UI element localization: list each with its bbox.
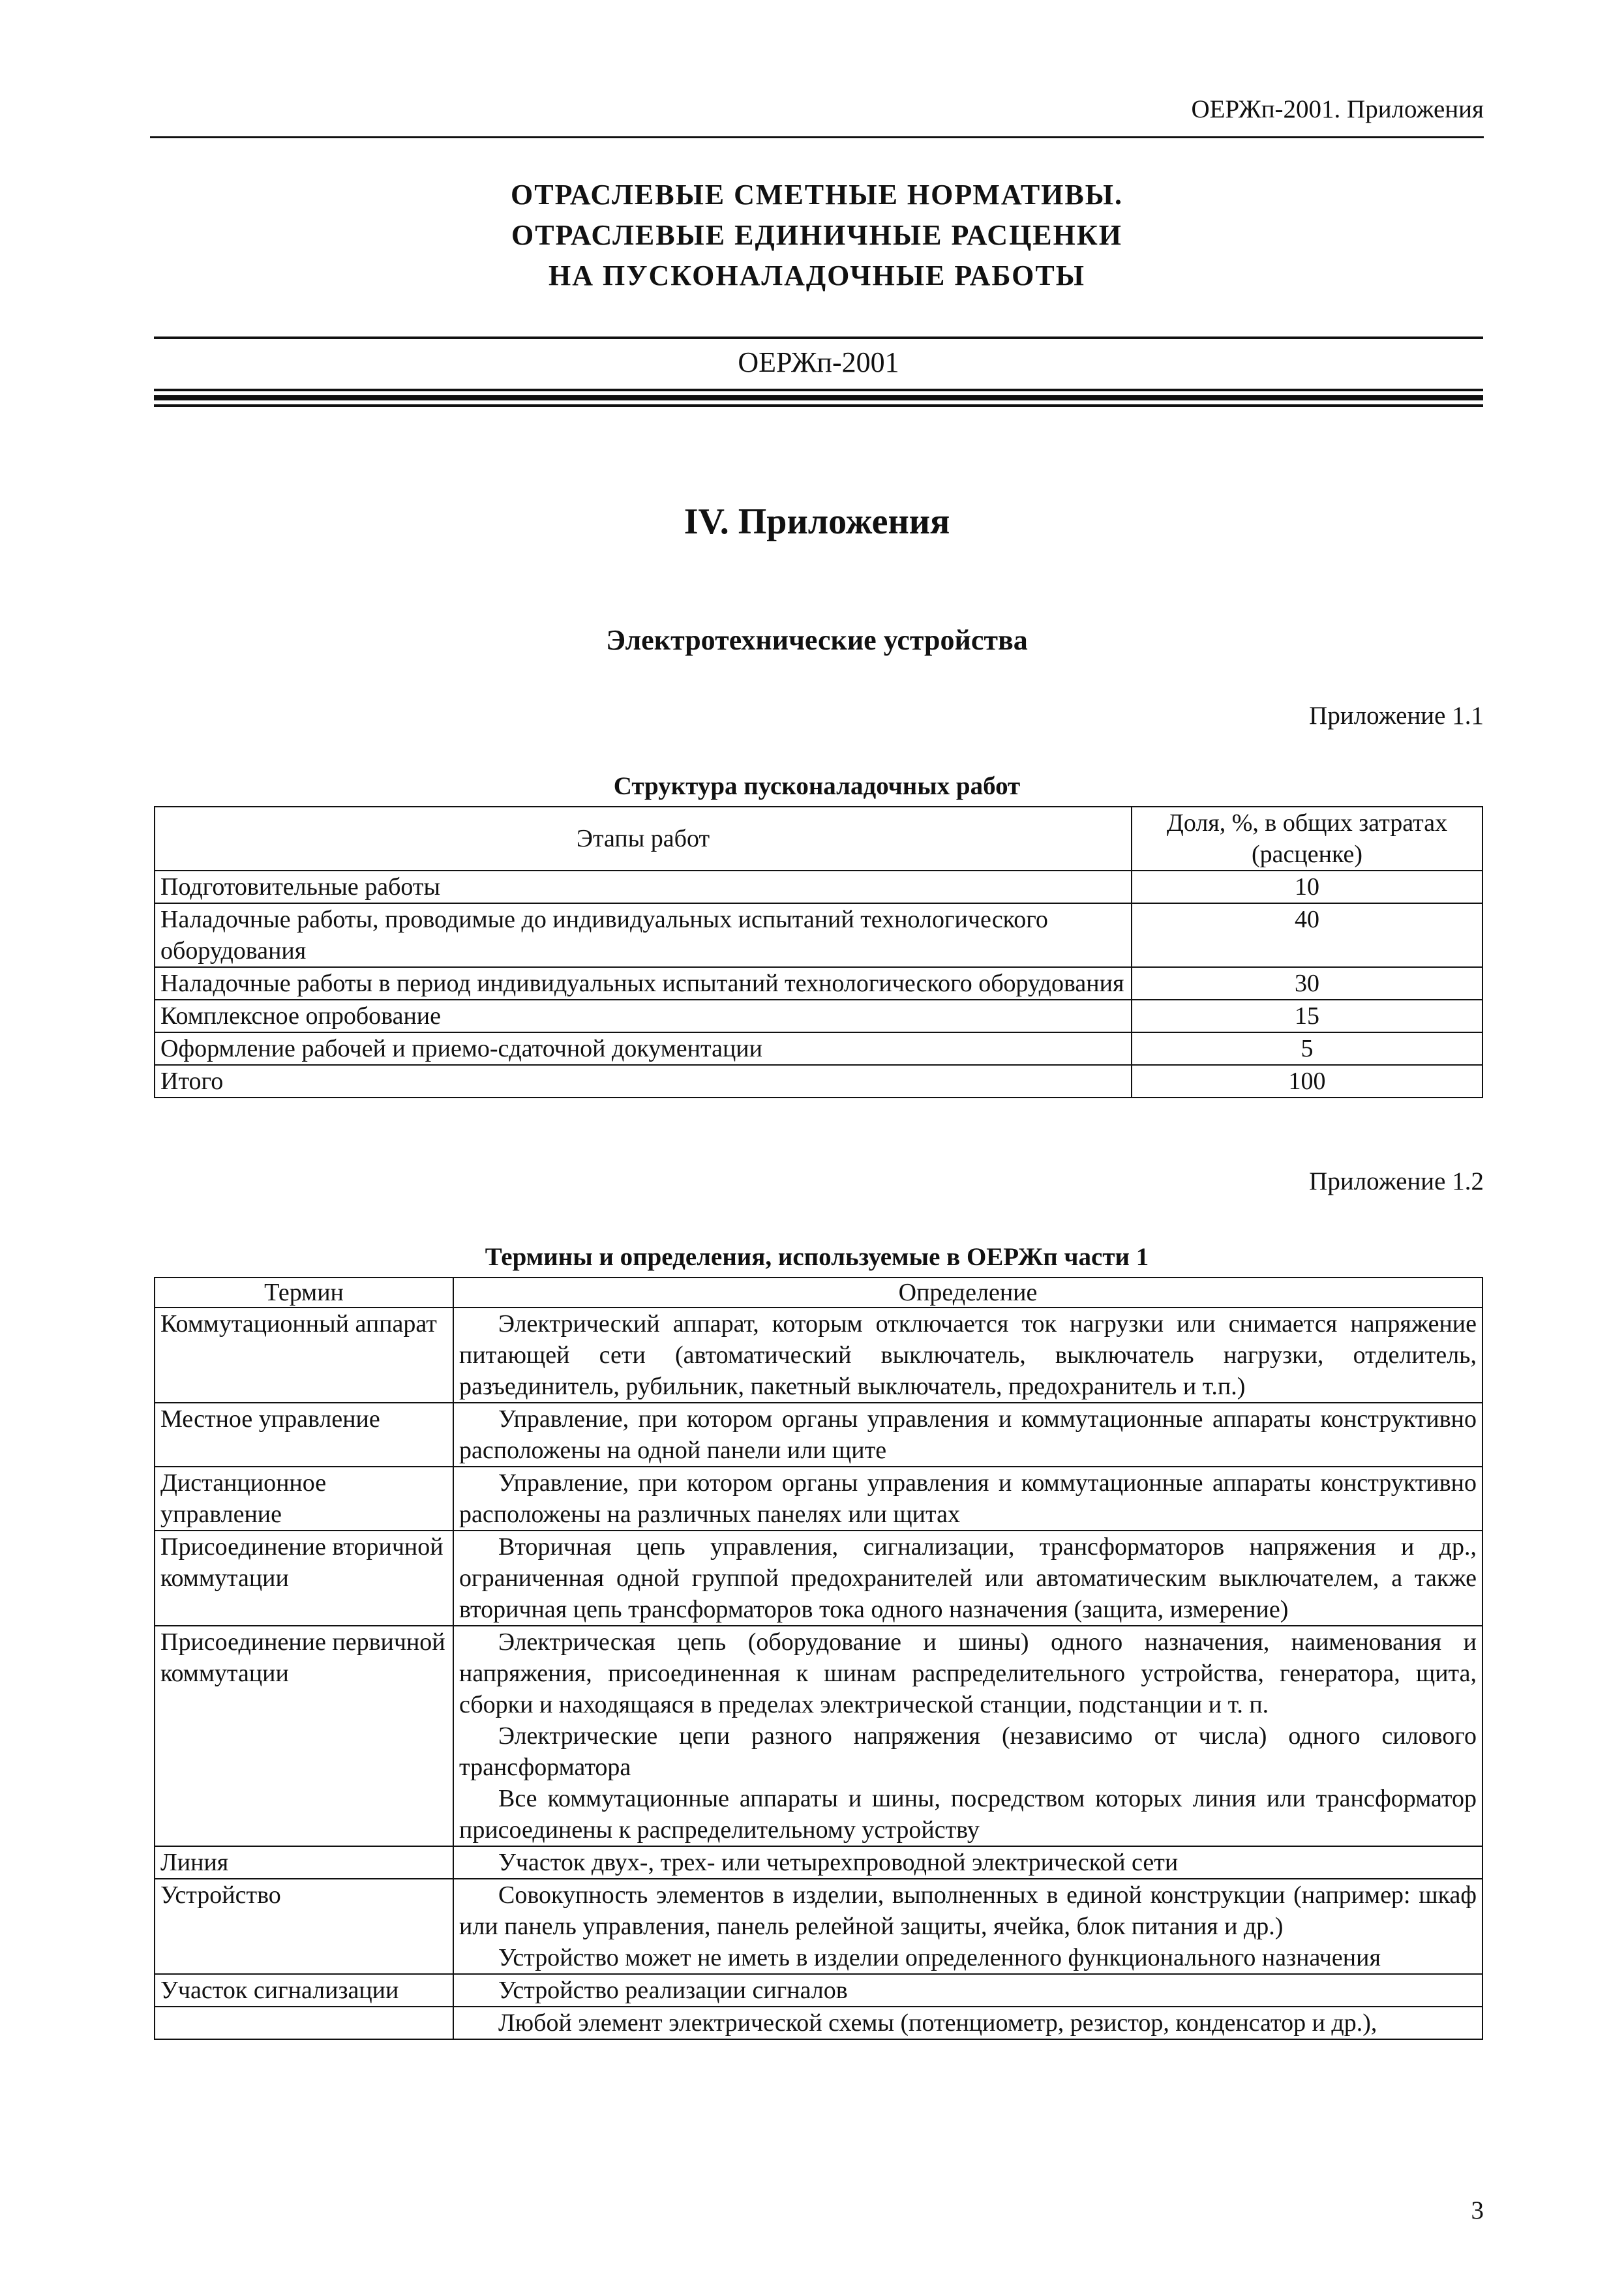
term-cell: Присоединение вторичной коммутации (155, 1531, 453, 1626)
column-header: Доля, %, в общих затратах (расценке) (1132, 807, 1482, 871)
document-title (150, 175, 1484, 296)
table-row (155, 903, 1482, 967)
stage-cell: Наладочные работы, проводимые до индивидуальных испытаний технологического оборудования (155, 903, 1132, 967)
appendix-1-caption: Структура пусконаладочных работ (613, 772, 1021, 800)
column-header: Этапы работ (155, 807, 1132, 871)
title-line-3: НА ПУСКОНАЛАДОЧНЫЕ РАБОТЫ (549, 260, 1085, 292)
table-row (155, 1846, 1482, 1879)
document-code: ОЕРЖп-2001 (738, 346, 899, 378)
definition-cell (453, 1974, 1482, 2007)
divider (154, 404, 1483, 407)
share-cell: 30 (1132, 967, 1482, 1000)
definition-paragraph: Вторичная цепь управления, сигнализации, трансформаторов напряжения и др., ограниченная одной группой предохранителей или автоматическим выключателем, а также вторичная цепь трансформаторов тока одного назначения (защита, измерение) (459, 1533, 1477, 1623)
table-row (155, 1032, 1482, 1065)
share-cell: 40 (1132, 903, 1482, 967)
table-header-row (155, 807, 1482, 871)
term-cell: Местное управление (155, 1403, 453, 1467)
share-cell: 15 (1132, 1000, 1482, 1032)
term-cell: Коммутационный аппарат (155, 1308, 453, 1403)
table-header-row (155, 1278, 1482, 1308)
table-row (155, 1879, 1482, 1974)
definition-cell (453, 1879, 1482, 1974)
table-row (155, 1308, 1482, 1403)
page-number: 3 (1471, 2196, 1484, 2224)
stage-cell: Оформление рабочей и приемо-сдаточной документации (155, 1032, 1132, 1065)
definition-paragraph: Устройство может не иметь в изделии определенного функционального назначения (498, 1944, 1381, 1971)
section-title: IV. Приложения (684, 501, 950, 542)
table-row (155, 2007, 1482, 2039)
terms-table (154, 1277, 1483, 2040)
definition-cell (453, 1467, 1482, 1531)
table-row (155, 1467, 1482, 1531)
stage-cell: Комплексное опробование (155, 1000, 1132, 1032)
definition-cell (453, 1403, 1482, 1467)
divider (154, 389, 1483, 391)
column-header: Термин (155, 1278, 453, 1308)
divider (154, 395, 1483, 400)
table-row (155, 1531, 1482, 1626)
term-cell: Участок сигнализации (155, 1974, 453, 2007)
divider (154, 337, 1483, 339)
definition-paragraph: Участок двух-, трех- или четырехпроводной электрической сети (498, 1849, 1179, 1876)
appendix-1-label: Приложение 1.1 (1309, 702, 1484, 730)
stage-cell: Подготовительные работы (155, 871, 1132, 903)
share-cell: 100 (1132, 1065, 1482, 1098)
title-line-1: ОТРАСЛЕВЫЕ СМЕТНЫЕ НОРМАТИВЫ. (511, 179, 1123, 211)
title-line-2: ОТРАСЛЕВЫЕ ЕДИНИЧНЫЕ РАСЦЕНКИ (511, 219, 1122, 251)
table-row (155, 1974, 1482, 2007)
definition-cell (453, 2007, 1482, 2039)
definition-paragraph: Электрический аппарат, которым отключается ток нагрузки или снимается напряжение питающей сети (автоматический выключатель, выключатель нагрузки, отделитель, разъединитель, рубильник, пакетный выключатель, предохранитель и т.п.) (459, 1310, 1477, 1400)
definition-paragraph: Управление, при котором органы управления и коммутационные аппараты конструктивно расположены на одной панели или щите (459, 1405, 1477, 1464)
running-header: ОЕРЖп-2001. Приложения (150, 97, 1484, 138)
table-row (155, 1065, 1482, 1098)
appendix-2-label: Приложение 1.2 (1309, 1167, 1484, 1195)
definition-cell (453, 1846, 1482, 1879)
definition-cell (453, 1531, 1482, 1626)
definition-paragraph: Все коммутационные аппараты и шины, посредством которых линия или трансформатор присоединены к распределительному устройству (459, 1785, 1477, 1844)
term-cell: Присоединение первичной коммутации (155, 1626, 453, 1846)
definition-paragraph: Устройство реализации сигналов (498, 1977, 848, 2004)
table-row (155, 1626, 1482, 1846)
table-row (155, 871, 1482, 903)
definition-paragraph: Электрические цепи разного напряжения (независимо от числа) одного силового трансформатора (459, 1722, 1477, 1781)
share-cell: 5 (1132, 1032, 1482, 1065)
definition-paragraph: Управление, при котором органы управления и коммутационные аппараты конструктивно расположены на различных панелях или щитах (459, 1469, 1477, 1528)
table-row (155, 967, 1482, 1000)
definition-paragraph: Электрическая цепь (оборудование и шины) одного назначения, наименования и напряжения, присоединенная к шинам распределительного устройства, генератора, щита, сборки и находящаяся в пределах электрической станции, подстанции и т. п. (459, 1628, 1477, 1718)
appendix-2-caption: Термины и определения, используемые в ОЕРЖп части 1 (485, 1243, 1149, 1271)
definition-paragraph: Любой элемент электрической схемы (потенциометр, резистор, конденсатор и др.), (498, 2009, 1377, 2037)
stage-cell: Итого (155, 1065, 1132, 1098)
definition-cell (453, 1308, 1482, 1403)
definition-paragraph: Совокупность элементов в изделии, выполненных в единой конструкции (например: шкаф или панель управления, панель релейной защиты, ячейка, блок питания и др.) (459, 1881, 1477, 1940)
term-cell (155, 2007, 453, 2039)
table-row (155, 1403, 1482, 1467)
term-cell: Устройство (155, 1879, 453, 1974)
work-structure-table (154, 806, 1483, 1098)
column-header: Определение (453, 1278, 1482, 1308)
term-cell: Линия (155, 1846, 453, 1879)
definition-cell (453, 1626, 1482, 1846)
term-cell: Дистанционное управление (155, 1467, 453, 1531)
stage-cell: Наладочные работы в период индивидуальных испытаний технологического оборудования (155, 967, 1132, 1000)
subsection-title: Электротехнические устройства (606, 624, 1028, 656)
table-row (155, 1000, 1482, 1032)
share-cell: 10 (1132, 871, 1482, 903)
